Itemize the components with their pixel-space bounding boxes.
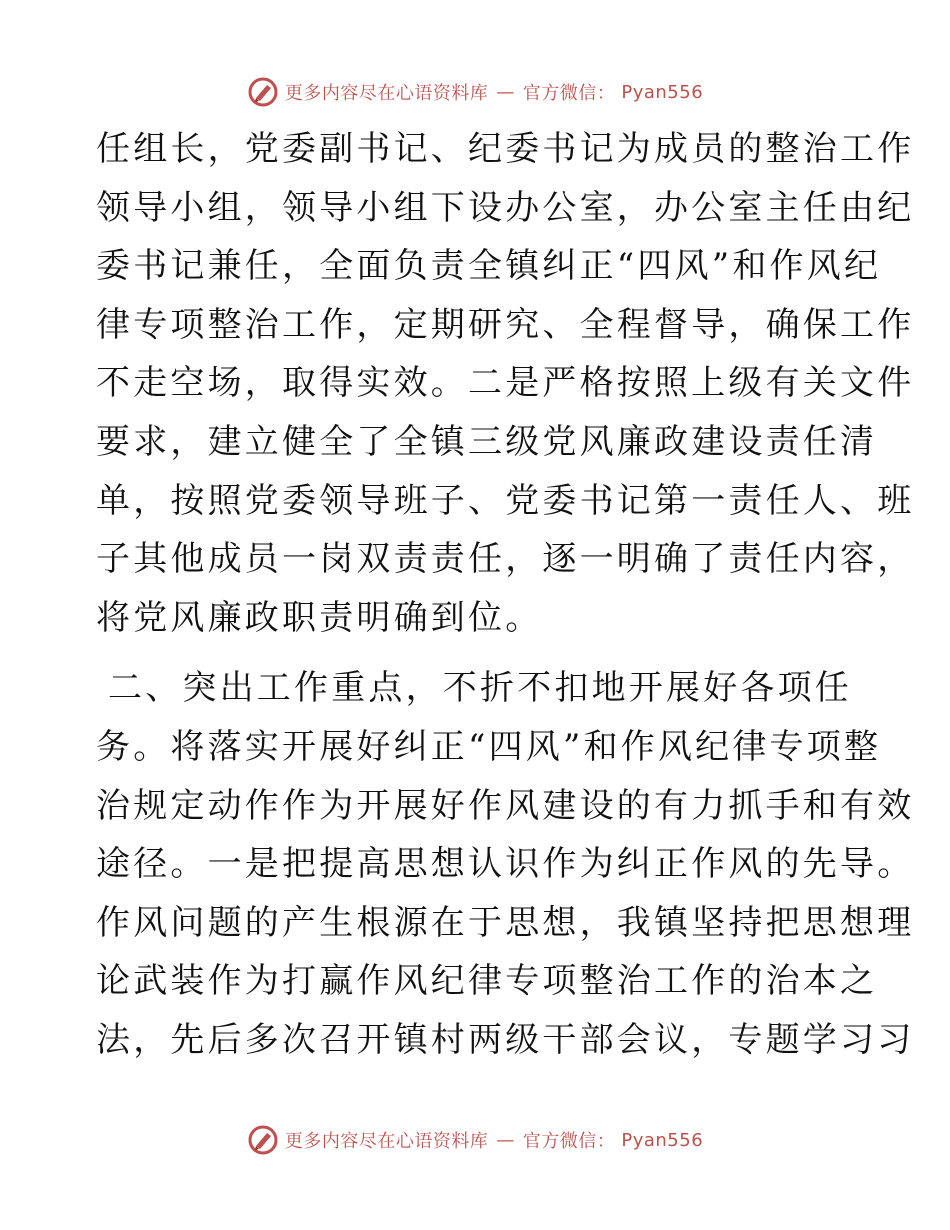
text-line: 任组长，党委副书记、纪委书记为成员的整治工作: [96, 129, 915, 169]
text-line: 要求，建立健全了全镇三级党风廉政建设责任清: [96, 421, 878, 462]
paragraph-2: [96, 659, 915, 1069]
banner-wechat-label: 官方微信：: [522, 83, 616, 104]
banner-wechat-label: 官方微信：: [522, 1131, 616, 1152]
banner-dash: —: [496, 81, 515, 103]
text-line: 不走空场，取得实效。二是严格按照上级有关文件: [96, 363, 915, 404]
text-line: 委书记兼任，全面负责全镇纠正“四风”和作风纪: [96, 246, 882, 287]
text-line: 单，按照党委领导班子、党委书记第一责任人、班: [96, 480, 915, 521]
text-line: 律专项整治工作，定期研究、全程督导，确保工作: [96, 304, 915, 345]
banner-dash: —: [496, 1129, 515, 1151]
section-heading-line: 二、突出工作重点，不折不扣地开展好各项任: [108, 668, 852, 709]
text-line: 作风问题的产生根源在于思想，我镇坚持把思想理: [96, 902, 915, 943]
text-line: 治规定动作作为开展好作风建设的有力抓手和有效: [96, 785, 915, 826]
text-line: 领导小组，领导小组下设办公室，办公室主任由纪: [96, 187, 915, 228]
text-line: 子其他成员一岗双责责任，逐一明确了责任内容，: [96, 539, 915, 580]
pen-logo-icon: [247, 1124, 279, 1156]
banner-wechat-id: Pyan556: [621, 1129, 704, 1151]
text-line: 务。将落实开展好纠正“四风”和作风纪律专项整: [96, 726, 882, 767]
footer-watermark-banner: [0, 1120, 950, 1160]
text-line: 将党风廉政职责明确到位。: [96, 597, 543, 638]
text-line: 途径。一是把提高思想认识作为纠正作风的先导。: [96, 844, 915, 885]
document-body: [96, 120, 915, 1070]
text-line: 法，先后多次召开镇村两级干部会议，专题学习习: [96, 1019, 915, 1060]
pen-logo-icon: [247, 76, 279, 108]
paragraph-1: [96, 120, 915, 647]
banner-wechat-id: Pyan556: [621, 81, 704, 103]
header-watermark-banner: [0, 72, 950, 112]
text-line: 论武装作为打赢作风纪律专项整治工作的治本之: [96, 961, 878, 1002]
banner-site-name: 更多内容尽在心语资料库: [284, 83, 489, 104]
banner-site-name: 更多内容尽在心语资料库: [284, 1131, 489, 1152]
